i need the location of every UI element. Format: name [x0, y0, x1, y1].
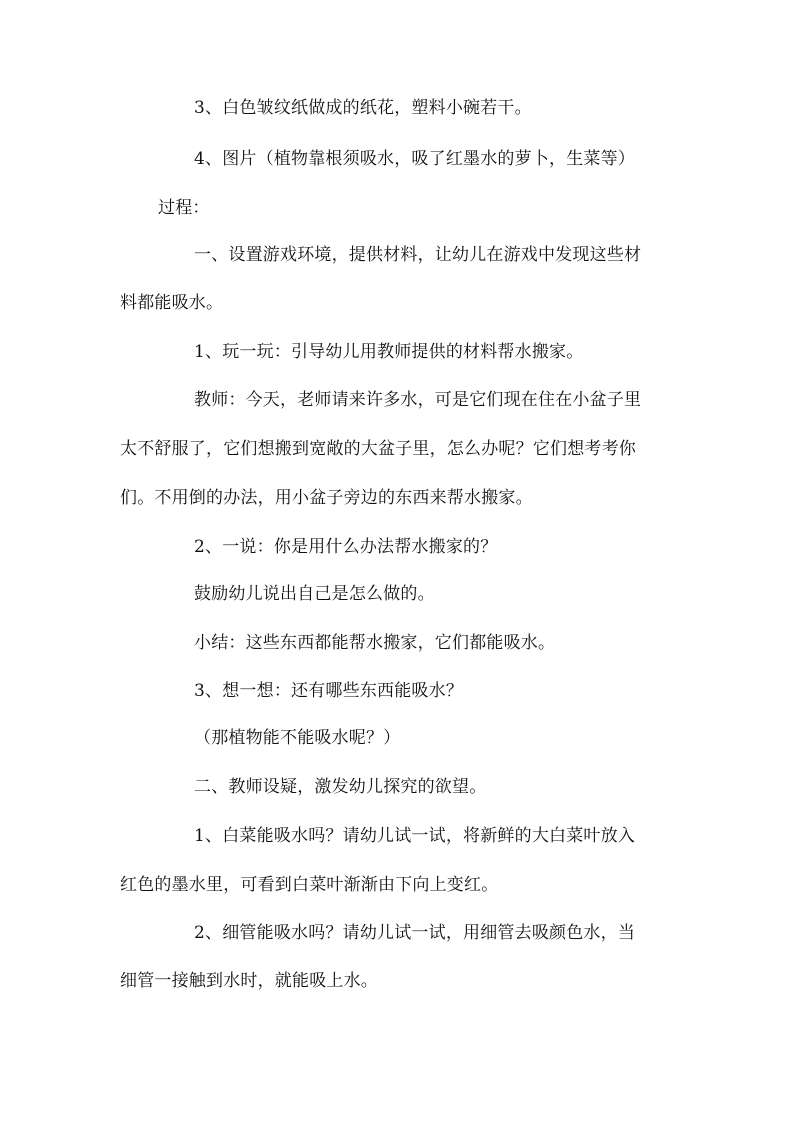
paragraph-line: 3、白色皱纹纸做成的纸花，塑料小碗若干。: [194, 98, 532, 118]
paragraph-line: 细管一接触到水时，就能吸上水。: [120, 971, 378, 991]
paragraph-line: （那植物能不能吸水呢？）: [194, 728, 401, 748]
paragraph-line: 红色的墨水里，可看到白菜叶渐渐由下向上变红。: [120, 875, 499, 895]
paragraph-line: 1、玩一玩：引导幼儿用教师提供的材料帮水搬家。: [194, 342, 584, 362]
paragraph-line: 2、细管能吸水吗？请幼儿试一试，用细管去吸颜色水，当: [194, 923, 636, 943]
paragraph-line: 们。不用倒的办法，用小盆子旁边的东西来帮水搬家。: [120, 488, 533, 508]
paragraph-line: 二、教师设疑，激发幼儿探究的欲望。: [194, 777, 487, 797]
paragraph-line: 2、一说：你是用什么办法帮水搬家的？: [194, 537, 498, 557]
paragraph-line: 教师：今天，老师请来许多水，可是它们现在住在小盆子里: [194, 390, 642, 410]
paragraph-line: 3、想一想：还有哪些东西能吸水？: [194, 681, 464, 701]
paragraph-line: 小结：这些东西都能帮水搬家，它们都能吸水。: [194, 633, 556, 653]
paragraph-line: 料都能吸水。: [120, 293, 224, 313]
paragraph-line: 鼓励幼儿说出自己是怎么做的。: [194, 584, 435, 604]
paragraph-line: 4、图片（植物靠根须吸水，吸了红墨水的萝卜，生菜等）: [194, 149, 636, 169]
paragraph-line: 太不舒服了，它们想搬到宽敞的大盆子里，怎么办呢？它们想考考你: [120, 439, 636, 459]
paragraph-line: 一、设置游戏环境，提供材料，让幼儿在游戏中发现这些材: [194, 245, 642, 265]
section-heading: 过程：: [158, 198, 210, 218]
paragraph-line: 1、白菜能吸水吗？请幼儿试一试，将新鲜的大白菜叶放入: [194, 826, 636, 846]
